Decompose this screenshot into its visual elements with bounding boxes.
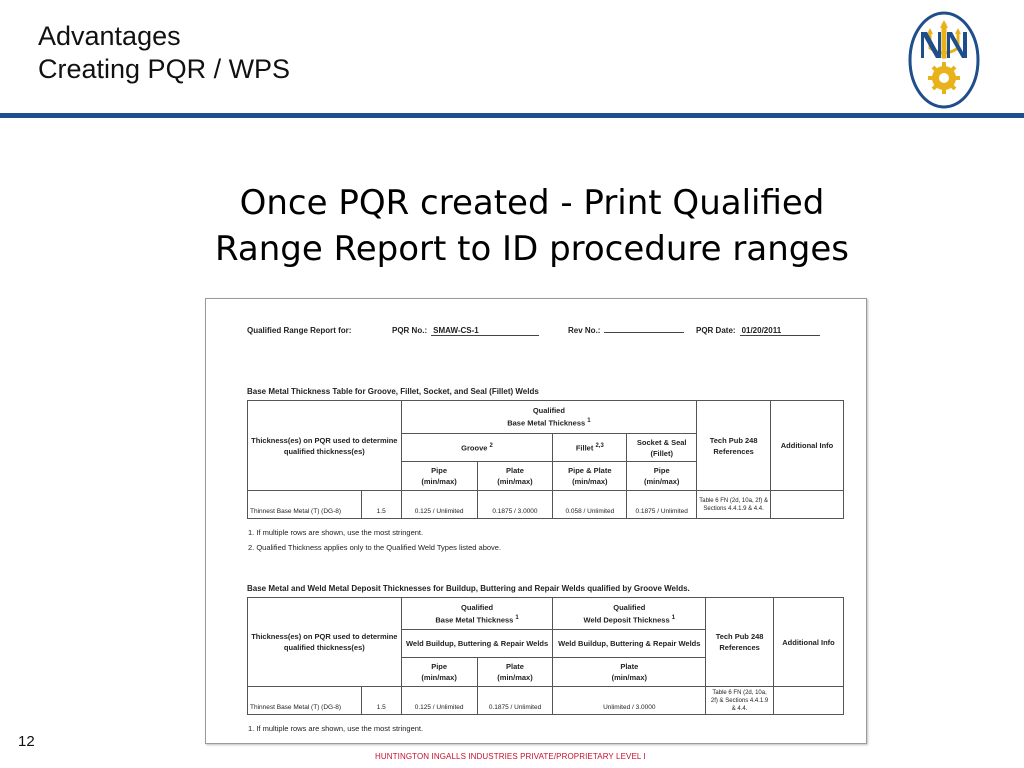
t2-sub-pipe <box>401 658 477 687</box>
additional-info-header: Additional Info <box>771 401 844 491</box>
t2-sub-plate <box>477 658 553 687</box>
tech-pub-header: Tech Pub 248 References <box>697 401 771 491</box>
t2-q-base-line-1: Qualified <box>461 602 494 612</box>
pqr-no-value: SMAW-CS-1 <box>431 326 539 336</box>
qualified-header <box>401 401 697 434</box>
fillet-header <box>553 434 627 462</box>
pqr-date-label: PQR Date: <box>696 326 736 335</box>
socket-header <box>627 434 697 462</box>
row-fillet: 0.058 / Unlimited <box>553 491 627 519</box>
base-metal-thickness-table <box>247 400 844 519</box>
slide-title <box>38 20 290 86</box>
sub-pipe <box>401 462 477 491</box>
minmax-4: (min/max) <box>643 477 680 486</box>
t2-q-base-header <box>401 598 553 630</box>
rev-no-field <box>568 326 684 335</box>
rev-no-value <box>604 332 684 333</box>
qualified-line-1: Qualified <box>532 406 565 416</box>
groove-label: Groove <box>461 443 488 453</box>
table2-note-1: 1. If multiple rows are shown, use the most stringent. <box>248 724 424 733</box>
t2-row-weld-plate: Unlimited / 3.0000 <box>553 687 706 715</box>
groove-header <box>401 434 553 462</box>
row-plate: 0.1875 / 3.0000 <box>477 491 553 519</box>
qualified-line-2: Base Metal Thickness <box>507 418 586 428</box>
minmax-3: (min/max) <box>572 477 608 486</box>
t2-tech-pub-header: Tech Pub 248 References <box>706 598 774 687</box>
headline <box>150 180 914 272</box>
rev-no-label: Rev No.: <box>568 326 601 335</box>
row-ref: Table 6 FN (2d, 10a, 2f) & Sections 4.4.1.9 & 4.4. <box>697 491 771 519</box>
t2-sub-plate-2 <box>553 658 706 687</box>
buildup-thickness-table <box>247 597 844 715</box>
sub-pipe-plate-label: Pipe & Plate <box>568 466 612 475</box>
t2-row-info <box>774 687 844 715</box>
groove-sup: 2 <box>489 443 493 450</box>
company-logo-icon <box>907 10 981 110</box>
minmax-2: (min/max) <box>497 477 533 486</box>
sub-plate-label: Plate <box>505 466 524 475</box>
title-line-2: Creating PQR / WPS <box>38 54 291 84</box>
footer-proprietary: HUNTINGTON INGALLS INDUSTRIES PRIVATE/PROPRIETARY LEVEL I <box>375 752 646 761</box>
pqr-date-field <box>696 326 820 336</box>
pqr-no-label: PQR No.: <box>392 326 428 335</box>
title-line-1: Advantages <box>38 21 181 51</box>
minmax-1: (min/max) <box>421 477 457 486</box>
row-socket: 0.1875 / Unlimited <box>627 491 697 519</box>
t2-q-weld-sup: 1 <box>671 614 676 621</box>
qualified-sup: 1 <box>587 418 591 425</box>
qualified-range-report <box>205 298 867 744</box>
t2-col-thickness-header: Thickness(es) on PQR used to determine qualified thickness(es) <box>248 598 402 687</box>
t2-buildup-header-2: Weld Buildup, Buttering & Repair Welds <box>553 630 706 658</box>
table1-note-2: 2. Qualified Thickness applies only to the Qualified Weld Types listed above. <box>248 543 502 552</box>
row-pipe: 0.125 / Unlimited <box>401 491 477 519</box>
row-value: 1.5 <box>361 491 401 519</box>
t2-minmax-1: (min/max) <box>421 673 457 682</box>
t2-row-ref: Table 6 FN (2d, 10a, 2f) & Sections 4.4.1.9 & 4.4. <box>706 687 774 715</box>
fillet-label: Fillet <box>575 443 594 453</box>
col-thickness-header: Thickness(es) on PQR used to determine qualified thickness(es) <box>248 401 402 491</box>
header-rule <box>0 113 1024 118</box>
t2-q-base-line-2: Base Metal Thickness <box>435 615 514 625</box>
t2-q-weld-line-1: Qualified <box>613 602 646 612</box>
socket-line-2: (Fillet) <box>650 448 673 458</box>
t2-sub-plate-2-label: Plate <box>620 662 639 671</box>
sub-pipe-label: Pipe <box>431 466 447 475</box>
fillet-sup: 2,3 <box>595 443 604 450</box>
headline-line-2: Range Report to ID procedure ranges <box>215 229 849 269</box>
pqr-date-value: 01/20/2011 <box>740 326 820 336</box>
t2-q-base-sup: 1 <box>515 614 519 621</box>
t2-minmax-3: (min/max) <box>611 673 648 682</box>
t2-buildup-header: Weld Buildup, Buttering & Repair Welds <box>401 630 553 658</box>
table1-title: Base Metal Thickness Table for Groove, Fillet, Socket, and Seal (Fillet) Welds <box>247 387 539 396</box>
socket-line-1: Socket & Seal <box>636 437 687 447</box>
row-info <box>771 491 844 519</box>
t2-sub-pipe-label: Pipe <box>431 662 448 671</box>
t2-q-weld-header <box>553 598 706 630</box>
t2-row-label: Thinnest Base Metal (T) (DG-8) <box>248 687 362 715</box>
table-row <box>248 491 844 519</box>
headline-line-1: Once PQR created - Print Qualified <box>239 183 825 223</box>
t2-additional-info-header: Additional Info <box>774 598 844 687</box>
table1-note-1: 1. If multiple rows are shown, use the most stringent. <box>248 528 424 537</box>
table2-title: Base Metal and Weld Metal Deposit Thicknesses for Buildup, Buttering and Repair Welds qualified by Groove Welds. <box>247 584 690 593</box>
report-label: Qualified Range Report for: <box>247 326 352 335</box>
page-number: 12 <box>18 733 35 750</box>
t2-sub-plate-label: Plate <box>506 662 524 671</box>
sub-pipe-2 <box>627 462 697 491</box>
t2-q-weld-line-2: Weld Deposit Thickness <box>583 615 670 625</box>
t2-row-plate: 0.1875 / Unlimited <box>477 687 553 715</box>
t2-minmax-2: (min/max) <box>497 673 533 682</box>
t2-row-value: 1.5 <box>361 687 401 715</box>
sub-plate <box>477 462 553 491</box>
row-label: Thinnest Base Metal (T) (DG-8) <box>248 491 362 519</box>
table-row <box>248 687 844 715</box>
pqr-no-field <box>392 326 539 336</box>
t2-row-pipe: 0.125 / Unlimited <box>401 687 477 715</box>
sub-pipe-2-label: Pipe <box>653 466 670 475</box>
sub-pipe-plate <box>553 462 627 491</box>
